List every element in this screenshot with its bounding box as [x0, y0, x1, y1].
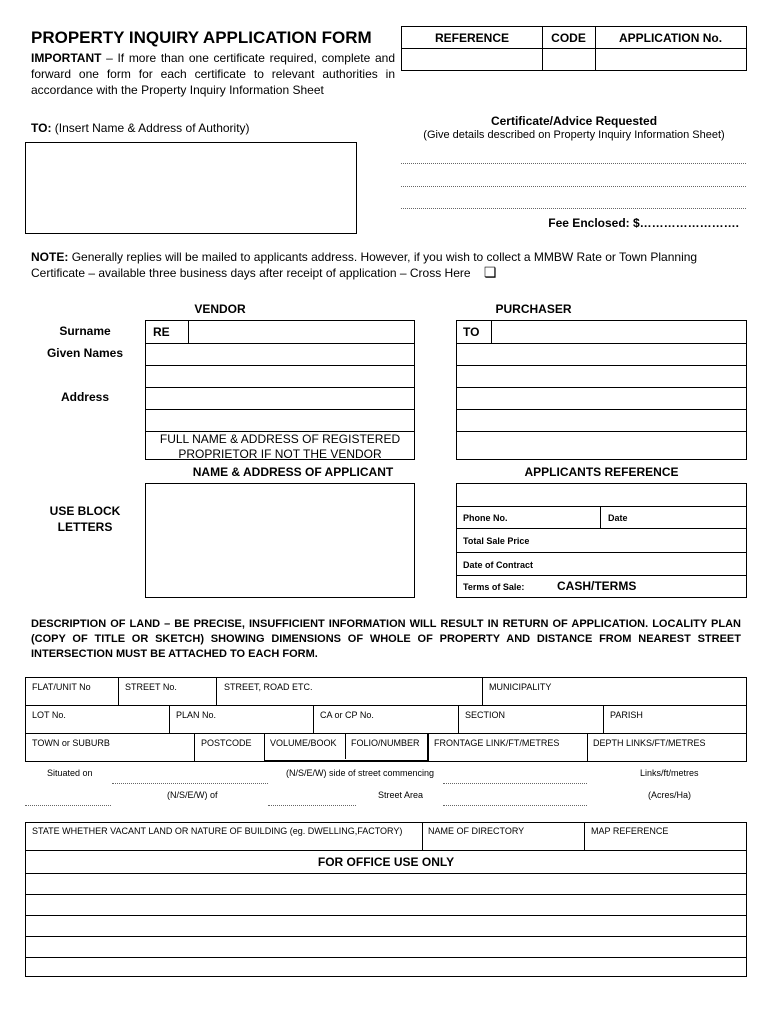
section-field[interactable]: SECTION	[465, 710, 506, 720]
street-no-field[interactable]: STREET No.	[125, 682, 177, 692]
office-use-row[interactable]	[26, 916, 746, 936]
applicants-reference-title: APPLICANTS REFERENCE	[524, 465, 679, 479]
vendor-address-input-2[interactable]	[146, 388, 414, 409]
contract-date-label[interactable]: Date of Contract	[463, 560, 534, 570]
postcode-field[interactable]: POSTCODE	[201, 738, 252, 748]
note-label: NOTE:	[31, 250, 69, 264]
purchaser-to-label: TO	[463, 325, 480, 339]
code-input[interactable]	[543, 49, 595, 70]
office-use-row[interactable]	[26, 874, 746, 894]
proprietor-note-line-1: FULL NAME & ADDRESS OF REGISTERED	[159, 432, 401, 446]
applicants-reference-input[interactable]	[457, 484, 746, 506]
folio-number-field[interactable]: FOLIO/NUMBER	[351, 738, 420, 748]
purchaser-given-names-input[interactable]	[457, 344, 746, 365]
area-line[interactable]	[443, 805, 587, 806]
direction-line[interactable]	[25, 805, 111, 806]
office-use-title: FOR OFFICE USE ONLY	[317, 855, 455, 869]
important-text: – If more than one certificate required, complete and forward one form for each certificate to relevant authorities in accordance with the Property Inquiry Information Sheet	[31, 51, 396, 97]
building-nature-field[interactable]: STATE WHETHER VACANT LAND OR NATURE OF BUILDING (eg. DWELLING,FACTORY)	[32, 826, 403, 836]
use-block-letters	[40, 503, 130, 535]
links-label: Links/ft/metres	[640, 768, 699, 778]
land-instruction: DESCRIPTION OF LAND – BE PRECISE, INSUFFICIENT INFORMATION WILL RESULT IN RETURN OF APPLICATION. LOCALITY PLAN (COPY OF TITLE OR SKETCH) SHOWING DIMENSIONS OF WHOLE OF PROPERTY AND DISTANCE FROM NEAREST STREET INTERSECTION MUST BE ATTACHED TO EACH FORM.	[31, 618, 741, 660]
purchaser-address-input-2[interactable]	[457, 388, 746, 409]
map-reference-field[interactable]: MAP REFERENCE	[591, 826, 669, 836]
building-office-grid	[25, 822, 747, 977]
nearest-street-line[interactable]	[268, 805, 356, 806]
reference-header: REFERENCE	[434, 31, 509, 45]
vendor-re-label: RE	[153, 325, 170, 339]
street-area-label: Street Area	[378, 790, 424, 800]
vendor-grid	[145, 320, 415, 460]
situated-street-line[interactable]	[112, 783, 268, 784]
office-use-row[interactable]	[26, 958, 746, 976]
certificate-line-2[interactable]	[401, 186, 746, 187]
applicant-address-box[interactable]	[145, 483, 415, 598]
reference-input[interactable]	[402, 49, 542, 70]
side-commencing-label: (N/S/E/W) side of street commencing	[286, 768, 435, 778]
to-hint: (Insert Name & Address of Authority)	[54, 121, 250, 135]
form-title: PROPERTY INQUIRY APPLICATION FORM	[31, 28, 372, 47]
note-paragraph	[31, 250, 747, 281]
code-header: CODE	[551, 31, 586, 45]
use-block-line-2: LETTERS	[57, 520, 113, 534]
date-label[interactable]: Date	[608, 513, 628, 523]
applicant-reference-grid	[456, 483, 747, 598]
directory-field[interactable]: NAME OF DIRECTORY	[428, 826, 525, 836]
purchaser-surname-input[interactable]	[492, 321, 746, 343]
address-label: Address	[60, 390, 110, 404]
phone-label[interactable]: Phone No.	[463, 513, 508, 523]
application-no-input[interactable]	[596, 49, 746, 70]
given-names-label: Given Names	[46, 346, 124, 360]
purchaser-header: PURCHASER	[495, 302, 572, 316]
purchaser-address-input-3[interactable]	[457, 410, 746, 431]
municipality-field[interactable]: MUNICIPALITY	[489, 682, 552, 692]
vendor-header: VENDOR	[194, 302, 246, 316]
terms-label: Terms of Sale:	[463, 582, 525, 592]
surname-label: Surname	[59, 324, 111, 338]
collect-checkbox[interactable]: ❏	[483, 264, 497, 280]
proprietor-note	[146, 432, 414, 462]
proprietor-note-line-2: PROPRIETOR IF NOT THE VENDOR	[178, 447, 382, 461]
note-text: Generally replies will be mailed to applicants address. However, if you wish to collect a MMBW Rate or Town Planning Certificate – available three business days after receipt of application – Cross Here	[31, 250, 698, 280]
reference-table	[401, 26, 747, 71]
town-suburb-field[interactable]: TOWN or SUBURB	[32, 738, 110, 748]
important-paragraph	[31, 50, 395, 98]
certificate-line-1[interactable]	[401, 163, 746, 164]
ca-cp-field[interactable]: CA or CP No.	[320, 710, 374, 720]
parish-field[interactable]: PARISH	[610, 710, 643, 720]
authority-address-box[interactable]	[25, 142, 357, 234]
purchaser-address-input-4[interactable]	[457, 432, 746, 459]
certificate-subtitle: (Give details described on Property Inquiry Information Sheet)	[423, 129, 725, 141]
acres-label: (Acres/Ha)	[648, 790, 692, 800]
flat-unit-field[interactable]: FLAT/UNIT No	[32, 682, 91, 692]
purchaser-grid	[456, 320, 747, 460]
purchaser-address-input-1[interactable]	[457, 366, 746, 387]
fee-enclosed[interactable]: Fee Enclosed: $…………………….	[548, 216, 739, 230]
frontage-field[interactable]: FRONTAGE LINK/FT/METRES	[434, 738, 560, 748]
office-use-row[interactable]	[26, 937, 746, 957]
important-label: IMPORTANT	[31, 51, 102, 65]
land-grid	[25, 677, 747, 762]
sale-price-label[interactable]: Total Sale Price	[463, 536, 530, 546]
application-no-header: APPLICATION No.	[618, 31, 723, 45]
volume-book-field[interactable]: VOLUME/BOOK	[270, 738, 337, 748]
terms-value[interactable]: CASH/TERMS	[557, 579, 637, 593]
certificate-line-3[interactable]	[401, 208, 746, 209]
certificate-title: Certificate/Advice Requested	[490, 114, 658, 128]
applicant-title: NAME & ADDRESS OF APPLICANT	[192, 465, 394, 479]
plan-no-field[interactable]: PLAN No.	[176, 710, 217, 720]
nsew-of-label: (N/S/E/W) of	[167, 790, 218, 800]
depth-field[interactable]: DEPTH LINKS/FT/METRES	[593, 738, 706, 748]
commencing-distance-line[interactable]	[443, 783, 587, 784]
to-label-line	[31, 121, 250, 135]
to-label: TO:	[31, 121, 52, 135]
street-road-field[interactable]: STREET, ROAD ETC.	[224, 682, 313, 692]
vendor-surname-input[interactable]	[189, 321, 414, 343]
lot-no-field[interactable]: LOT No.	[32, 710, 66, 720]
vendor-address-input-1[interactable]	[146, 366, 414, 387]
office-use-row[interactable]	[26, 895, 746, 915]
use-block-line-1: USE BLOCK	[49, 504, 121, 518]
situated-on-label: Situated on	[47, 768, 93, 778]
vendor-given-names-input[interactable]	[146, 344, 414, 365]
